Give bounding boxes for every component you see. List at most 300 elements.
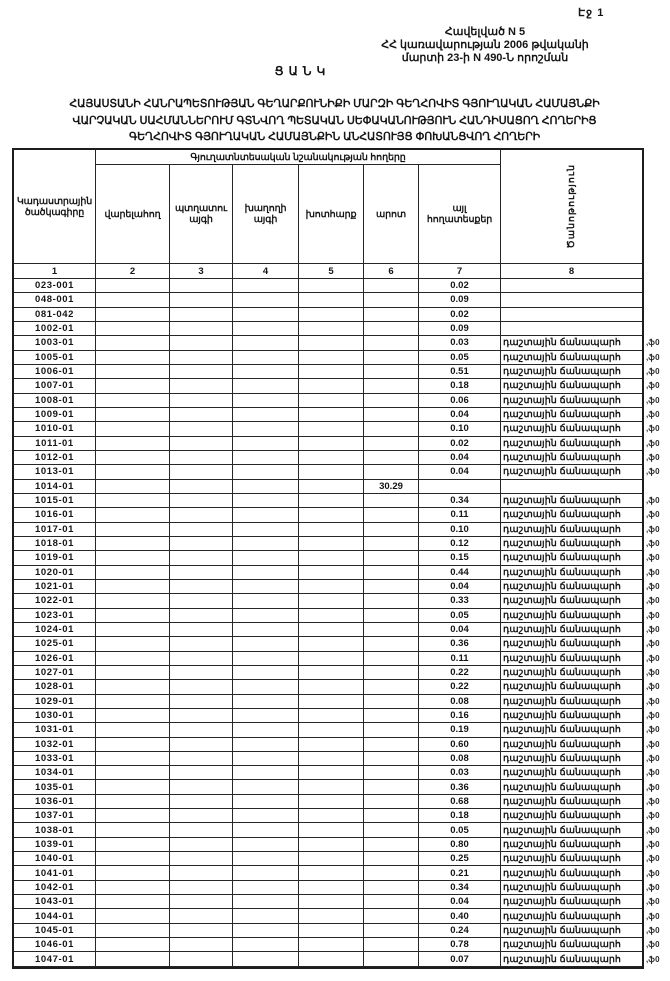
- cell-note: [501, 738, 660, 752]
- cell-pasture: [364, 609, 419, 623]
- cell-code-text: 1031-01: [34, 724, 75, 736]
- cell-arable: [96, 852, 170, 866]
- cell-vineyard: [233, 580, 299, 594]
- cell-vineyard: [233, 623, 299, 637]
- cell-other: [419, 709, 501, 723]
- cell-code: [14, 336, 96, 350]
- cell-orchard: [170, 909, 233, 923]
- cell-code-text: 1045-01: [34, 924, 75, 936]
- cell-hayfield: [299, 780, 364, 794]
- cell-code: [14, 494, 96, 508]
- cell-hayfield: [299, 695, 364, 709]
- edge-mark: ,ֆ0: [646, 753, 660, 763]
- cell-vineyard: [233, 809, 299, 823]
- cell-vineyard: [233, 293, 299, 307]
- cell-code-text: 1037-01: [34, 810, 75, 822]
- header-number-5: [299, 264, 364, 279]
- cell-arable: [96, 809, 170, 823]
- cell-other: [419, 394, 501, 408]
- cell-vineyard: [233, 895, 299, 909]
- edge-mark: ,ֆ0: [646, 940, 660, 950]
- cell-arable: [96, 580, 170, 594]
- cell-orchard: [170, 723, 233, 737]
- header-number-6: [364, 264, 419, 279]
- cell-pasture: [364, 809, 419, 823]
- cell-code-text: 1011-01: [35, 437, 74, 449]
- cell-note: [501, 566, 660, 580]
- header-number-2: [96, 264, 170, 279]
- edge-mark: ,ֆ0: [646, 438, 660, 448]
- cell-orchard: [170, 738, 233, 752]
- cell-note: [501, 795, 660, 809]
- cell-other: [419, 695, 501, 709]
- cell-pasture: [364, 279, 419, 293]
- cell-other: [419, 379, 501, 393]
- cell-arable: [96, 594, 170, 608]
- cell-arable: [96, 422, 170, 436]
- edge-mark: ,ֆ0: [646, 610, 660, 620]
- cell-pasture: [364, 766, 419, 780]
- cell-note-text: դաշտային ճանապարհ: [503, 881, 622, 892]
- cell-other-text: 0.06: [450, 394, 469, 406]
- cell-arable: [96, 838, 170, 852]
- cell-hayfield: [299, 322, 364, 336]
- cell-code: [14, 938, 96, 952]
- cell-other: [419, 680, 501, 694]
- cell-vineyard: [233, 551, 299, 565]
- cell-note: [501, 952, 660, 966]
- cell-other-text: 0.40: [450, 910, 469, 922]
- cell-code-text: 1046-01: [34, 939, 75, 951]
- cell-note: [501, 652, 660, 666]
- cell-hayfield: [299, 823, 364, 837]
- cell-arable: [96, 408, 170, 422]
- edge-mark: ,ֆ0: [646, 467, 660, 477]
- cell-note: [501, 895, 660, 909]
- cell-pasture: [364, 494, 419, 508]
- cell-note: [501, 422, 660, 436]
- cell-hayfield: [299, 738, 364, 752]
- cell-orchard: [170, 523, 233, 537]
- cell-note: [501, 537, 660, 551]
- cell-arable: [96, 909, 170, 923]
- cell-arable: [96, 566, 170, 580]
- cell-pasture: [364, 523, 419, 537]
- cell-other: [419, 637, 501, 651]
- header-number-4: [233, 264, 299, 279]
- cell-pasture: [364, 666, 419, 680]
- edge-mark: ,ֆ0: [646, 553, 660, 563]
- cell-code-text: 1006-01: [34, 366, 75, 378]
- cell-hayfield: [299, 809, 364, 823]
- cell-note: [501, 938, 660, 952]
- cell-pasture: [364, 437, 419, 451]
- cell-pasture: [364, 637, 419, 651]
- cell-hayfield: [299, 909, 364, 923]
- cell-note-text: դաշտային ճանապարհ: [503, 738, 622, 749]
- cell-other: [419, 881, 501, 895]
- cell-orchard: [170, 780, 233, 794]
- cell-note: [501, 336, 660, 350]
- cell-code: [14, 952, 96, 966]
- cell-other-text: 0.51: [450, 366, 469, 378]
- cell-arable: [96, 293, 170, 307]
- cell-pasture: [364, 408, 419, 422]
- cell-code-text: 1036-01: [34, 795, 75, 807]
- cell-hayfield: [299, 652, 364, 666]
- cell-code-text: 1028-01: [34, 681, 75, 693]
- cell-code: [14, 838, 96, 852]
- cell-note: [501, 852, 660, 866]
- cell-hayfield: [299, 465, 364, 479]
- edge-mark: ,ֆ0: [646, 711, 660, 720]
- title-line-1: ՀԱՅԱՍՏԱՆԻ ՀԱՆՐԱՊԵՏՈՒԹՅԱՆ ԳԵՂԱՐՔՈՒՆԻՔԻ ՄԱՐԶԻ ԳԵՂՀՈՎԻՏ ԳՅՈՒՂԱԿԱՆ ՀԱՄԱՅՆՔԻ: [69, 98, 600, 110]
- cell-code-text: 1022-01: [34, 595, 75, 607]
- cell-other: [419, 866, 501, 880]
- cell-note-text: դաշտային ճանապարհ: [503, 638, 622, 649]
- cell-vineyard: [233, 766, 299, 780]
- cell-other-text: 0.18: [450, 380, 469, 392]
- cell-hayfield: [299, 938, 364, 952]
- cell-orchard: [170, 652, 233, 666]
- cell-other-text: 0.16: [450, 710, 469, 721]
- cell-orchard: [170, 308, 233, 322]
- cell-code: [14, 924, 96, 938]
- cell-note-text: դաշտային ճանապարհ: [503, 351, 622, 362]
- cell-pasture: [364, 780, 419, 794]
- header-column-4-text: խաղողի այգի: [244, 203, 287, 224]
- header-agricultural-group: Գյուղատնտեսական նշանակության հողերը: [96, 150, 501, 165]
- cell-other: [419, 465, 501, 479]
- cell-note-text: դաշտային ճանապարհ: [503, 838, 622, 849]
- cell-vineyard: [233, 866, 299, 880]
- cell-arable: [96, 322, 170, 336]
- cell-other-text: 0.03: [450, 767, 469, 779]
- cell-note-text: դաշտային ճանապարհ: [503, 939, 622, 950]
- cell-other: [419, 408, 501, 422]
- cell-hayfield: [299, 408, 364, 422]
- header-cadastral-code: Կադաստրային ծածկագիրը: [14, 150, 96, 264]
- cell-code: [14, 394, 96, 408]
- header-column-3-text: պտղատու այգի: [174, 203, 228, 224]
- cell-code-text: 1035-01: [34, 781, 75, 793]
- cell-note-text: դաշտային ճանապարհ: [503, 437, 622, 448]
- edge-mark: ,ֆ0: [646, 725, 660, 735]
- cell-note: [501, 723, 660, 737]
- cell-hayfield: [299, 852, 364, 866]
- cell-other-text: 0.10: [450, 423, 469, 435]
- cell-other-text: 0.03: [450, 337, 469, 349]
- cell-other: [419, 938, 501, 952]
- cell-other: [419, 609, 501, 623]
- cell-arable: [96, 881, 170, 895]
- cell-pasture: [364, 308, 419, 322]
- cell-orchard: [170, 379, 233, 393]
- cell-other-text: 0.05: [450, 824, 469, 836]
- cell-hayfield: [299, 551, 364, 565]
- cell-note: [501, 695, 660, 709]
- cell-code-text: 1014-01: [34, 480, 75, 492]
- cell-code: [14, 780, 96, 794]
- cell-vineyard: [233, 451, 299, 465]
- cell-pasture: [364, 351, 419, 365]
- cell-code-text: 1024-01: [34, 624, 75, 636]
- cell-code-text: 1039-01: [34, 838, 75, 850]
- edge-mark: ,ֆ0: [646, 782, 660, 792]
- cell-hayfield: [299, 537, 364, 551]
- cell-note: [501, 408, 660, 422]
- cell-other-text: 0.21: [450, 867, 469, 879]
- cell-arable: [96, 709, 170, 723]
- edge-mark: ,ֆ0: [646, 811, 660, 821]
- cell-orchard: [170, 322, 233, 336]
- cell-vineyard: [233, 308, 299, 322]
- cell-note-text: դաշտային ճանապարհ: [503, 566, 622, 577]
- cell-pasture: [364, 866, 419, 880]
- edge-mark: ,ֆ0: [646, 897, 660, 907]
- cell-orchard: [170, 437, 233, 451]
- header-number-7: [419, 264, 501, 279]
- edge-mark: ,ֆ0: [646, 453, 660, 463]
- cell-hayfield: [299, 508, 364, 522]
- cell-note-text: դաշտային ճանապարհ: [503, 695, 622, 706]
- header-column-2-text: վարելահող: [104, 208, 161, 219]
- cell-note-text: դաշտային ճանապարհ: [503, 581, 622, 592]
- cell-vineyard: [233, 780, 299, 794]
- cell-arable: [96, 609, 170, 623]
- cell-hayfield: [299, 609, 364, 623]
- cell-code-text: 1018-01: [34, 538, 75, 550]
- cell-other-text: 0.15: [450, 552, 469, 564]
- cell-code-text: 1033-01: [34, 752, 75, 764]
- cell-other: [419, 795, 501, 809]
- cell-note: [501, 866, 660, 880]
- cell-code: [14, 322, 96, 336]
- cell-vineyard: [233, 566, 299, 580]
- cell-note: [501, 924, 660, 938]
- cell-hayfield: [299, 336, 364, 350]
- cell-orchard: [170, 695, 233, 709]
- cell-note: [501, 351, 660, 365]
- cell-orchard: [170, 494, 233, 508]
- cell-code-text: 1040-01: [34, 853, 75, 865]
- cell-hayfield: [299, 566, 364, 580]
- cell-arable: [96, 279, 170, 293]
- cell-vineyard: [233, 379, 299, 393]
- cell-other: [419, 924, 501, 938]
- cell-code-text: 1034-01: [34, 767, 75, 779]
- cell-vineyard: [233, 494, 299, 508]
- cell-hayfield: [299, 766, 364, 780]
- cell-note-text: դաշտային ճանապարհ: [503, 910, 622, 921]
- cell-orchard: [170, 866, 233, 880]
- cell-code-text: 1029-01: [34, 695, 75, 707]
- cell-code: [14, 809, 96, 823]
- cell-hayfield: [299, 866, 364, 880]
- cell-other-text: 0.22: [450, 667, 469, 679]
- cell-orchard: [170, 623, 233, 637]
- cell-other-text: 0.34: [450, 881, 469, 893]
- cell-code-text: 048-001: [34, 294, 75, 306]
- header-number-7-text: 7: [456, 265, 463, 277]
- cell-vineyard: [233, 336, 299, 350]
- document-title: [12, 96, 657, 146]
- cell-vineyard: [233, 537, 299, 551]
- cell-vineyard: [233, 723, 299, 737]
- title-line-2: ՎԱՐՉԱԿԱՆ ՍԱՀՄԱՆՆԵՐՈՒՄ ԳՏՆՎՈՂ ՊԵՏԱԿԱՆ ՍԵՓԱԿԱՆՈՒԹՅՈՒՆ ՀԱՆԴԻՍԱՑՈՂ ՀՈՂԵՐԻՑ: [72, 114, 597, 127]
- edge-mark: ,ֆ0: [646, 682, 660, 692]
- title-line-3: ԳԵՂՀՈՎԻՏ ԳՅՈՒՂԱԿԱՆ ՀԱՄԱՅՆՔԻՆ ԱՆՀԱՏՈՒՅՑ ՓՈԽԱՆՑՎՈՂ ՀՈՂԵՐԻ: [128, 131, 541, 143]
- cell-other: [419, 909, 501, 923]
- cell-code: [14, 795, 96, 809]
- cell-code: [14, 308, 96, 322]
- cell-orchard: [170, 465, 233, 479]
- cell-other: [419, 666, 501, 680]
- cell-other-text: 0.07: [450, 953, 469, 965]
- cell-code-text: 1038-01: [34, 824, 75, 836]
- cell-other-text: 0.02: [450, 280, 469, 292]
- cell-vineyard: [233, 365, 299, 379]
- page-number: Էջ 1: [578, 7, 605, 19]
- cell-note: [501, 823, 660, 837]
- cell-orchard: [170, 394, 233, 408]
- cell-hayfield: [299, 422, 364, 436]
- cell-other-text: 0.19: [450, 724, 469, 736]
- cell-code-text: 1030-01: [34, 710, 75, 721]
- cell-orchard: [170, 580, 233, 594]
- cell-other-text: 0.33: [450, 595, 469, 607]
- cell-code-text: 1026-01: [34, 652, 75, 664]
- cell-arable: [96, 379, 170, 393]
- cell-hayfield: [299, 838, 364, 852]
- cell-code-text: 1025-01: [34, 638, 75, 650]
- cell-note-text: դաշտային ճանապարհ: [503, 924, 622, 935]
- cell-hayfield: [299, 795, 364, 809]
- cell-other: [419, 580, 501, 594]
- edge-mark: ,ֆ0: [646, 496, 660, 506]
- cell-other-text: 0.05: [450, 609, 469, 621]
- cell-code: [14, 823, 96, 837]
- cell-orchard: [170, 823, 233, 837]
- cell-code: [14, 465, 96, 479]
- cell-orchard: [170, 752, 233, 766]
- cell-vineyard: [233, 909, 299, 923]
- edge-mark: ,ֆ0: [646, 839, 660, 849]
- cell-orchard: [170, 895, 233, 909]
- cell-code-text: 1021-01: [34, 581, 75, 593]
- cell-hayfield: [299, 709, 364, 723]
- cell-other-text: 0.04: [450, 452, 469, 464]
- cell-note-text: դաշտային ճանապարհ: [503, 824, 622, 835]
- cell-code: [14, 594, 96, 608]
- cell-vineyard: [233, 508, 299, 522]
- cell-vineyard: [233, 709, 299, 723]
- cell-orchard: [170, 952, 233, 966]
- cell-arable: [96, 795, 170, 809]
- cell-hayfield: [299, 952, 364, 966]
- edge-mark: ,ֆ0: [646, 911, 660, 921]
- cell-other-text: 0.04: [450, 466, 469, 478]
- edge-mark: ,ֆ0: [646, 668, 660, 678]
- cell-code-text: 1042-01: [34, 881, 75, 893]
- header-column-2: [96, 165, 170, 264]
- cell-note-text: դաշտային ճանապարհ: [503, 853, 622, 864]
- cell-note-text: դաշտային ճանապարհ: [503, 867, 622, 878]
- cell-pasture: [364, 823, 419, 837]
- edge-mark: ,ֆ0: [646, 395, 660, 405]
- cell-note-text: դաշտային ճանապարհ: [503, 767, 622, 778]
- cell-vineyard: [233, 823, 299, 837]
- cell-code: [14, 866, 96, 880]
- cell-note-text: դաշտային ճանապարհ: [503, 667, 622, 678]
- cell-arable: [96, 723, 170, 737]
- cell-code: [14, 909, 96, 923]
- edge-mark: ,ֆ0: [646, 510, 660, 520]
- cell-hayfield: [299, 580, 364, 594]
- cell-arable: [96, 680, 170, 694]
- cell-arable: [96, 523, 170, 537]
- cell-note: [501, 780, 660, 794]
- cell-code-text: 1044-01: [34, 910, 75, 922]
- edge-mark: ,ֆ0: [646, 596, 660, 606]
- cell-note: [501, 594, 660, 608]
- cell-hayfield: [299, 308, 364, 322]
- cell-pasture: [364, 938, 419, 952]
- cell-pasture-text: 30.29: [379, 480, 403, 492]
- cell-note: [501, 523, 660, 537]
- cell-orchard: [170, 451, 233, 465]
- cell-note: [501, 551, 660, 565]
- cell-hayfield: [299, 895, 364, 909]
- cell-code-text: 1009-01: [34, 409, 75, 421]
- cell-code: [14, 666, 96, 680]
- cell-note-text: դաշտային ճանապարհ: [503, 337, 622, 348]
- cell-other: [419, 308, 501, 322]
- land-table: [12, 148, 660, 969]
- edge-mark: ,ֆ0: [646, 639, 660, 649]
- cell-code: [14, 881, 96, 895]
- cell-other-text: 0.12: [450, 538, 469, 550]
- cell-code-text: 1020-01: [34, 566, 75, 578]
- cell-hayfield: [299, 351, 364, 365]
- cell-pasture: [364, 895, 419, 909]
- cell-vineyard: [233, 279, 299, 293]
- cell-vineyard: [233, 637, 299, 651]
- cell-code: [14, 680, 96, 694]
- cell-pasture: [364, 566, 419, 580]
- edge-mark: ,ֆ0: [646, 768, 660, 778]
- cell-hayfield: [299, 451, 364, 465]
- cell-other: [419, 293, 501, 307]
- cell-hayfield: [299, 594, 364, 608]
- cell-code: [14, 652, 96, 666]
- cell-orchard: [170, 551, 233, 565]
- list-title: ՑԱՆԿ: [274, 64, 331, 78]
- cell-arable: [96, 780, 170, 794]
- cell-code: [14, 351, 96, 365]
- cell-orchard: [170, 609, 233, 623]
- cell-note-text: դաշտային ճանապարհ: [503, 495, 622, 506]
- annex-line-3: մարտի 23-ի N 490-Ն որոշման: [401, 52, 569, 64]
- cell-code-text: 1010-01: [34, 423, 75, 435]
- cell-arable: [96, 394, 170, 408]
- cell-code: [14, 695, 96, 709]
- cell-code-text: 1005-01: [34, 351, 75, 363]
- cell-other-text: 0.02: [450, 437, 469, 449]
- cell-arable: [96, 738, 170, 752]
- cell-code-text: 1043-01: [34, 896, 75, 908]
- cell-orchard: [170, 422, 233, 436]
